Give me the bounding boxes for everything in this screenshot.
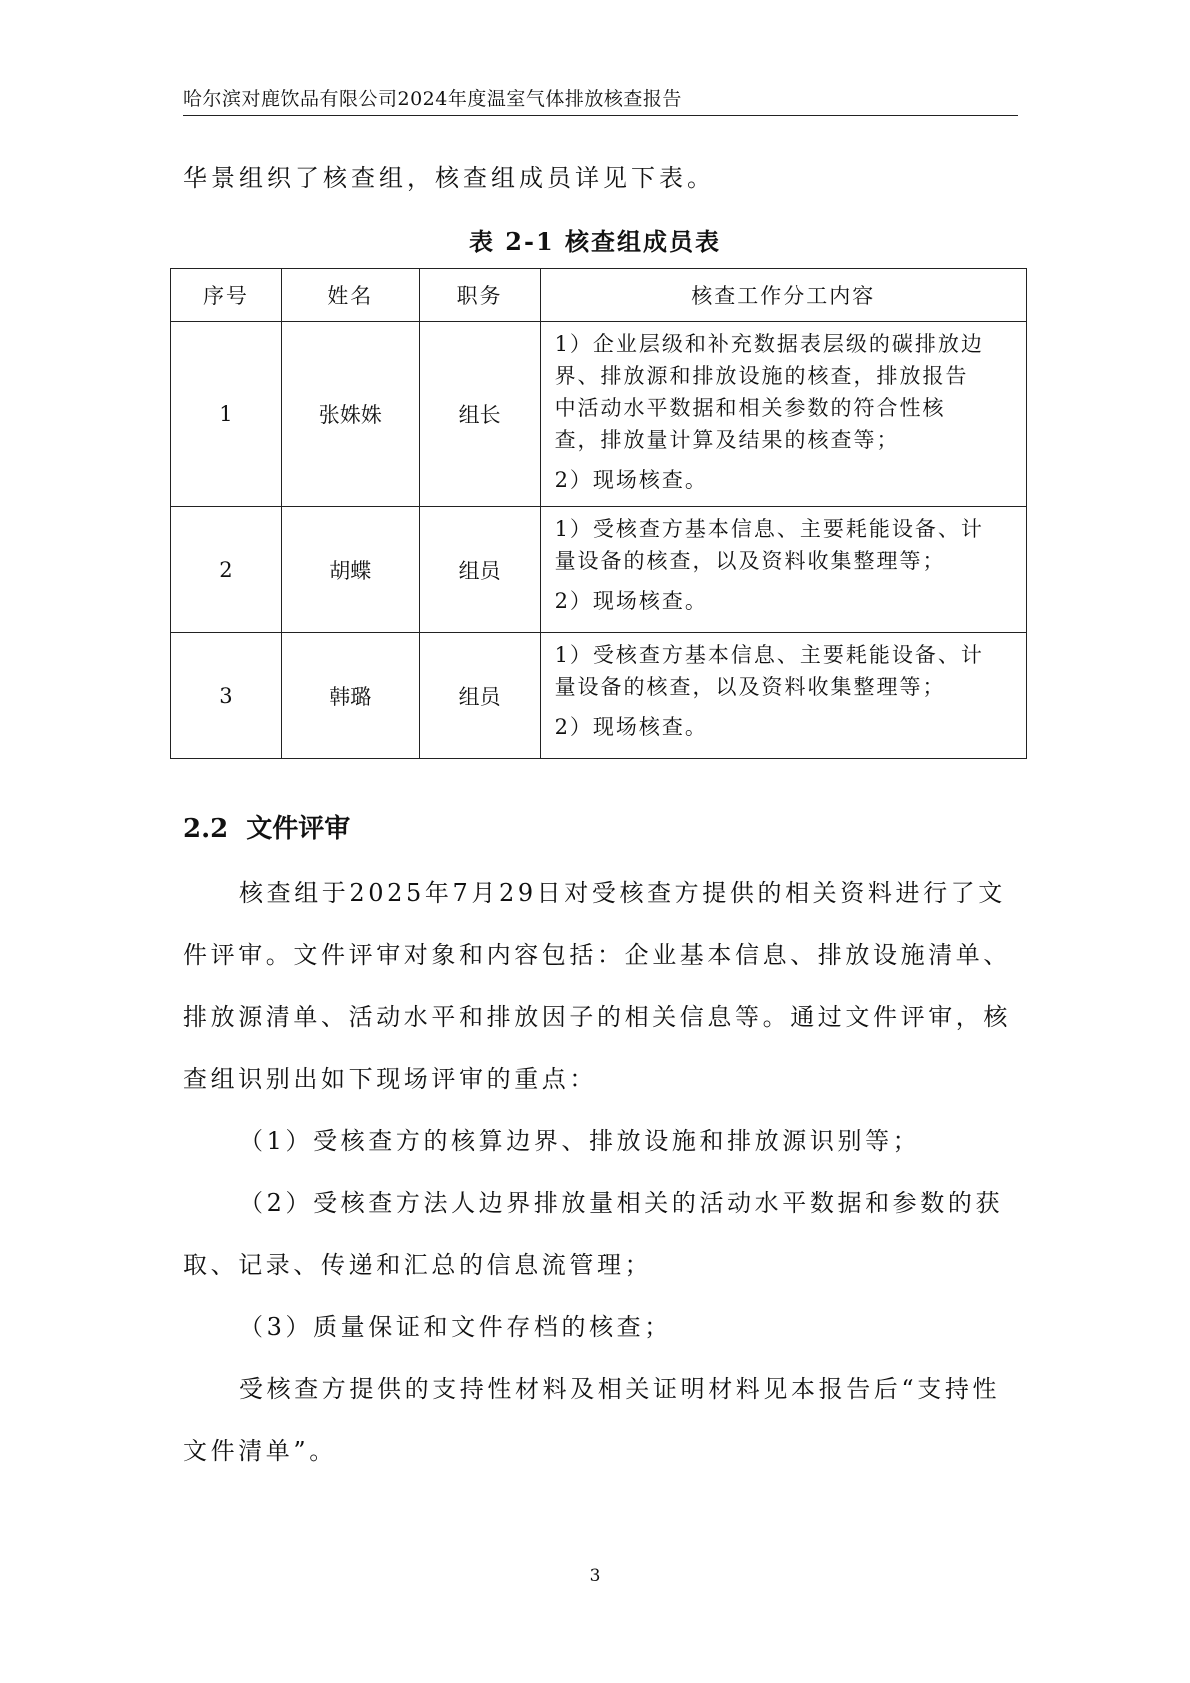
cell-no: 1 xyxy=(171,322,282,507)
list-item: （3）质量保证和文件存档的核查； xyxy=(239,1313,672,1341)
column-header-duties: 核查工作分工内容 xyxy=(540,269,1026,322)
cell-no: 3 xyxy=(171,633,282,759)
section-number: 2.2 xyxy=(183,814,229,844)
column-header-name: 姓名 xyxy=(281,269,419,322)
duty-line: 1）企业层级和补充数据表层级的碳排放边 xyxy=(554,332,984,356)
cell-role: 组员 xyxy=(419,507,540,633)
section-title: 文件评审 xyxy=(246,814,351,844)
cell-role: 组长 xyxy=(419,322,540,507)
duty-line: 量设备的核查，以及资料收集整理等； xyxy=(554,675,946,699)
cell-name: 张姝姝 xyxy=(281,322,419,507)
cell-duties xyxy=(540,633,1026,759)
intro-text: 华景组织了核查组，核查组成员详见下表。 xyxy=(183,164,715,192)
column-header-no: 序号 xyxy=(171,269,282,322)
paragraph: 受核查方提供的支持性材料及相关证明材料见本报告后“支持性文件清单”。 xyxy=(183,1375,1001,1465)
duty-line: 界、排放源和排放设施的核查，排放报告 xyxy=(554,364,969,388)
duty-gap xyxy=(555,456,1016,464)
table-row xyxy=(171,507,1027,633)
section-heading xyxy=(183,808,350,845)
paragraph: 核查组于2025年7月29日对受核查方提供的相关资料进行了文件评审。文件评审对象和内容包括：企业基本信息、排放设施清单、排放源清单、活动水平和排放因子的相关信息等。通过文件评审，核查组识别出如下现场评审的重点： xyxy=(183,879,1011,1093)
duty-line: 2）现场核查。 xyxy=(554,589,708,613)
header-rule xyxy=(183,115,1018,116)
list-item: （2）受核查方法人边界排放量相关的活动水平数据和参数的获取、记录、传递和汇总的信息流管理； xyxy=(183,1189,1004,1279)
duty-line: 2）现场核查。 xyxy=(554,468,708,492)
cell-role: 组员 xyxy=(419,633,540,759)
members-table xyxy=(170,268,1027,759)
list-item: （1）受核查方的核算边界、排放设施和排放源识别等； xyxy=(239,1127,921,1155)
table-header-row xyxy=(171,269,1027,322)
duty-gap xyxy=(555,577,1016,585)
cell-name: 胡蝶 xyxy=(281,507,419,633)
duty-line: 2）现场核查。 xyxy=(554,715,708,739)
duty-line: 量设备的核查，以及资料收集整理等； xyxy=(554,549,946,573)
duty-line: 1）受核查方基本信息、主要耗能设备、计 xyxy=(554,643,984,667)
column-header-role: 职务 xyxy=(419,269,540,322)
duty-line: 1）受核查方基本信息、主要耗能设备、计 xyxy=(554,517,984,541)
duty-line: 查，排放量计算及结果的核查等； xyxy=(554,428,900,452)
cell-no: 2 xyxy=(171,507,282,633)
table-row xyxy=(171,322,1027,507)
page-number: 3 xyxy=(589,1566,601,1586)
cell-duties xyxy=(540,507,1026,633)
table-title: 表 2-1 核查组成员表 xyxy=(468,227,722,256)
page-header: 哈尔滨对鹿饮品有限公司2024年度温室气体排放核查报告 xyxy=(183,88,682,110)
body-text xyxy=(183,862,1023,1482)
duty-gap xyxy=(555,703,1016,711)
cell-name: 韩璐 xyxy=(281,633,419,759)
table-row xyxy=(171,633,1027,759)
cell-duties xyxy=(540,322,1026,507)
duty-line: 中活动水平数据和相关参数的符合性核 xyxy=(554,396,946,420)
